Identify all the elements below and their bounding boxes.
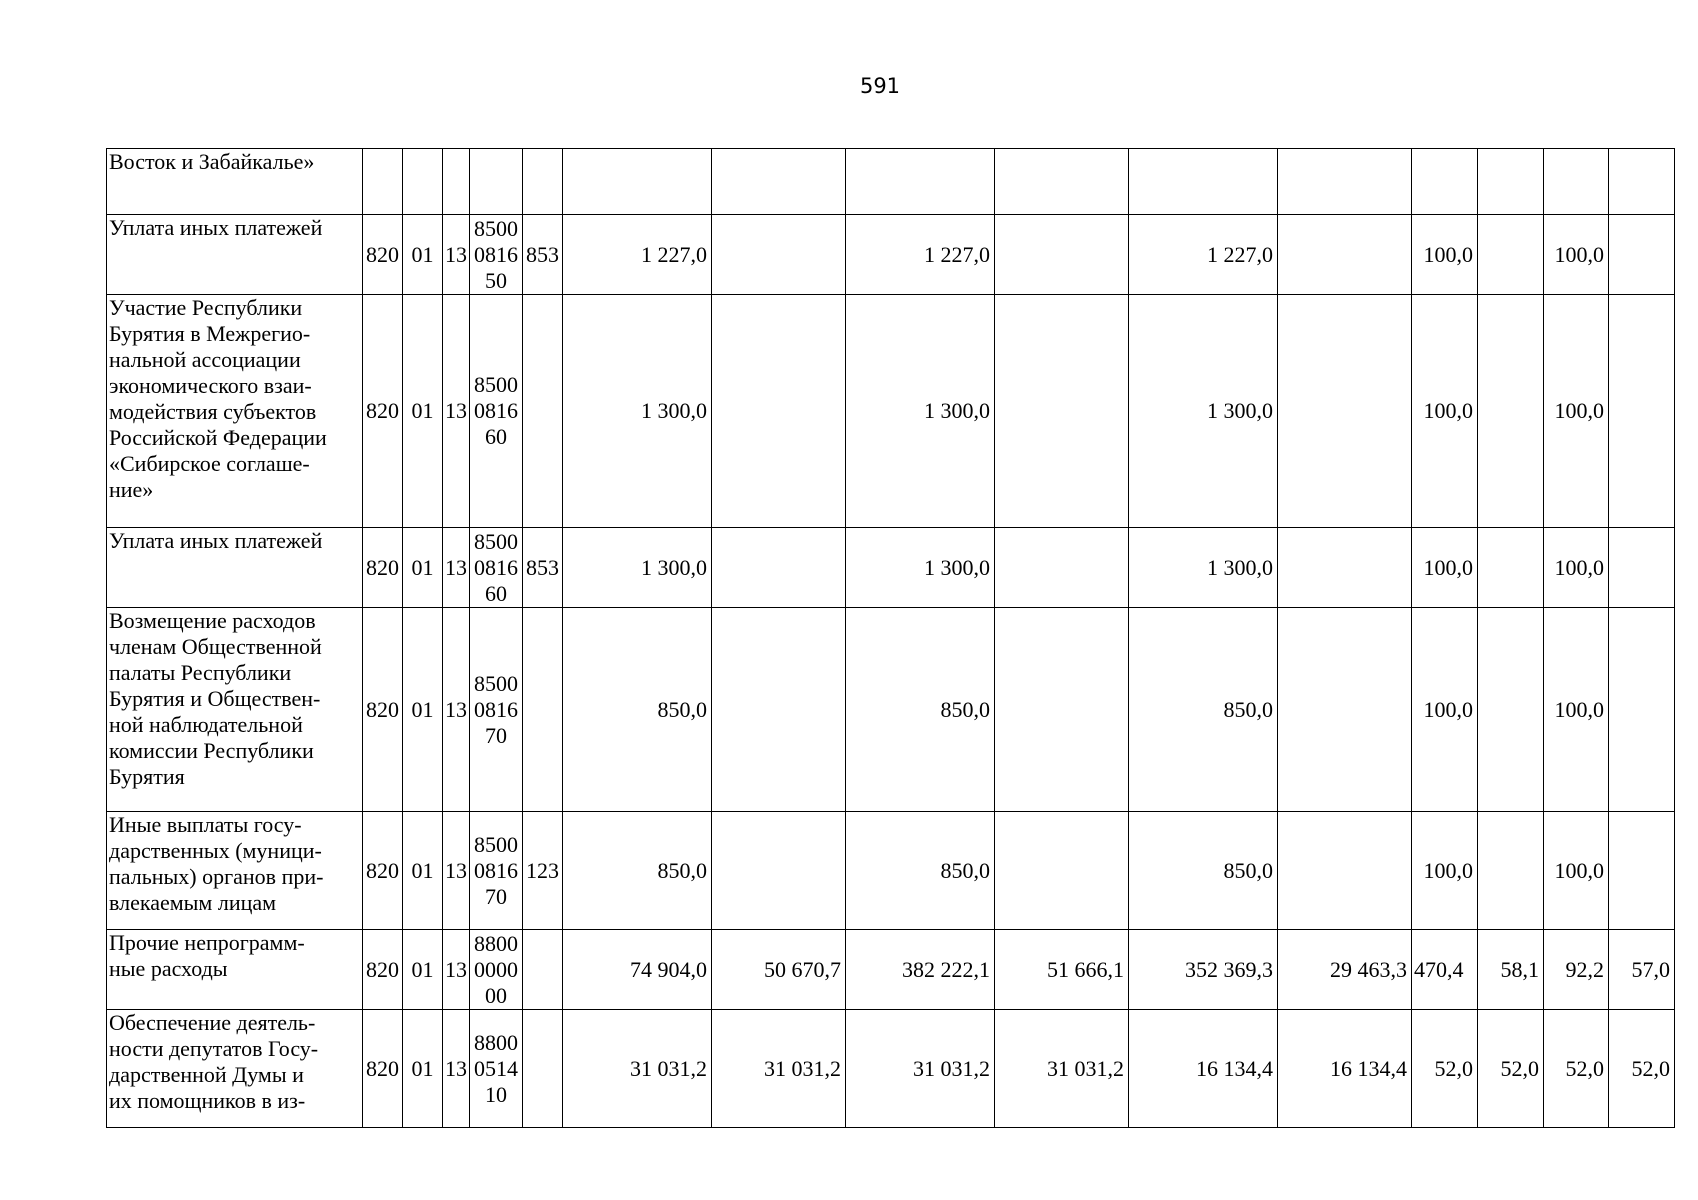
value-5-value: 1 300,0 <box>1207 398 1273 423</box>
row-name-cell <box>107 149 363 215</box>
value-cell-4 <box>995 1010 1129 1128</box>
percent-cell-3 <box>1544 608 1609 812</box>
value-cell-1 <box>563 528 712 608</box>
percent-cell-1 <box>1412 215 1478 295</box>
row-name-cell <box>107 812 363 930</box>
value-cell-3 <box>846 812 995 930</box>
percent-2-value: 52,0 <box>1500 1055 1539 1081</box>
row-name: Уплата иных платежей <box>109 215 323 240</box>
percent-cell-2 <box>1478 215 1544 295</box>
target-article-cell <box>470 930 523 1010</box>
table-row <box>107 930 1675 1010</box>
section-cell <box>403 1010 443 1128</box>
target-article-cell <box>470 528 523 608</box>
percent-1-value: 52,0 <box>1434 1055 1473 1081</box>
subsection-value: 13 <box>445 956 467 982</box>
ved-cell <box>363 1010 403 1128</box>
value-3-value: 850,0 <box>940 696 990 722</box>
value-cell-2 <box>712 812 846 930</box>
ved-value: 820 <box>366 1055 399 1081</box>
percent-2-value: 58,1 <box>1500 956 1539 982</box>
value-cell-5 <box>1129 149 1278 215</box>
subsection-cell <box>443 215 470 295</box>
expense-type-value: 123 <box>526 857 559 883</box>
value-cell-1 <box>563 608 712 812</box>
value-cell-2 <box>712 149 846 215</box>
value-cell-6 <box>1278 149 1412 215</box>
expense-type-cell <box>523 812 563 930</box>
percent-cell-3 <box>1544 528 1609 608</box>
percent-4-value: 52,0 <box>1631 1055 1670 1081</box>
expense-type-cell <box>523 215 563 295</box>
table-row <box>107 149 1675 215</box>
ved-cell <box>363 215 403 295</box>
section-value: 01 <box>411 696 434 722</box>
value-cell-5 <box>1129 812 1278 930</box>
value-cell-1 <box>563 295 712 528</box>
target-article-value: 8800 0514 10 <box>474 1029 518 1107</box>
value-cell-1 <box>563 1010 712 1128</box>
value-1-value: 850,0 <box>657 696 707 722</box>
percent-cell-4 <box>1609 215 1675 295</box>
section-value: 01 <box>411 1055 434 1081</box>
subsection-value: 13 <box>445 1055 467 1081</box>
value-4-value: 51 666,1 <box>1047 956 1124 982</box>
page-number: 591 <box>859 74 901 98</box>
value-cell-5 <box>1129 295 1278 528</box>
value-cell-5 <box>1129 608 1278 812</box>
ved-cell <box>363 295 403 528</box>
section-cell <box>403 295 443 528</box>
percent-1-value: 100,0 <box>1423 696 1473 722</box>
section-cell <box>403 528 443 608</box>
target-article-value: 8500 0816 70 <box>474 670 518 748</box>
target-article-cell <box>470 149 523 215</box>
value-cell-4 <box>995 930 1129 1010</box>
value-5-value: 1 300,0 <box>1207 554 1273 580</box>
row-name: Обеспечение деятель- ности депутатов Госу- дарственной Думы и их помощников в из- <box>109 1010 319 1113</box>
value-5-value: 352 369,3 <box>1185 956 1273 982</box>
value-cell-2 <box>712 295 846 528</box>
value-cell-3 <box>846 215 995 295</box>
row-name: Иные выплаты госу- дарственных (муници- пальных) органов при- влекаемым лицам <box>109 812 324 915</box>
value-5-value: 1 227,0 <box>1207 241 1273 267</box>
expense-type-cell <box>523 149 563 215</box>
target-article-cell <box>470 215 523 295</box>
table-row <box>107 1010 1675 1128</box>
table-row <box>107 812 1675 930</box>
percent-cell-1 <box>1412 149 1478 215</box>
percent-cell-1 <box>1412 295 1478 528</box>
value-1-value: 74 904,0 <box>630 956 707 982</box>
value-cell-3 <box>846 295 995 528</box>
ved-cell <box>363 930 403 1010</box>
percent-cell-2 <box>1478 930 1544 1010</box>
percent-cell-1 <box>1412 1010 1478 1128</box>
percent-1-value: 100,0 <box>1423 241 1473 267</box>
subsection-cell <box>443 295 470 528</box>
value-6-value: 16 134,4 <box>1330 1055 1407 1081</box>
target-article-value: 8500 0816 70 <box>474 831 518 909</box>
value-cell-5 <box>1129 528 1278 608</box>
percent-cell-3 <box>1544 1010 1609 1128</box>
expense-type-cell <box>523 528 563 608</box>
percent-cell-2 <box>1478 1010 1544 1128</box>
subsection-cell <box>443 812 470 930</box>
value-3-value: 31 031,2 <box>913 1055 990 1081</box>
value-cell-6 <box>1278 215 1412 295</box>
value-cell-3 <box>846 149 995 215</box>
percent-cell-4 <box>1609 149 1675 215</box>
value-3-value: 1 300,0 <box>924 398 990 423</box>
percent-cell-2 <box>1478 149 1544 215</box>
value-3-value: 382 222,1 <box>902 956 990 982</box>
value-cell-4 <box>995 528 1129 608</box>
row-name: Прочие непрограмм- ные расходы <box>109 930 305 981</box>
table-body <box>107 149 1675 1128</box>
value-1-value: 850,0 <box>657 857 707 883</box>
section-cell <box>403 812 443 930</box>
percent-cell-3 <box>1544 812 1609 930</box>
percent-3-value: 92,2 <box>1565 956 1604 982</box>
row-name: Участие Республики Бурятия в Межрегио- нальной ассоциации экономического взаи- модействия субъектов Российской Федерации «Сибирское соглаше- ние» <box>109 295 327 502</box>
percent-3-value: 100,0 <box>1554 398 1604 423</box>
percent-3-value: 100,0 <box>1554 857 1604 883</box>
value-1-value: 1 300,0 <box>641 398 707 423</box>
section-cell <box>403 149 443 215</box>
subsection-value: 13 <box>445 696 467 722</box>
target-article-value: 8500 0816 50 <box>474 215 518 293</box>
value-cell-1 <box>563 812 712 930</box>
value-cell-4 <box>995 812 1129 930</box>
expense-type-cell <box>523 930 563 1010</box>
target-article-value: 8500 0816 60 <box>474 372 518 449</box>
ved-cell <box>363 528 403 608</box>
subsection-cell <box>443 1010 470 1128</box>
subsection-cell <box>443 528 470 608</box>
value-3-value: 850,0 <box>940 857 990 883</box>
section-value: 01 <box>411 241 434 267</box>
value-cell-5 <box>1129 1010 1278 1128</box>
value-cell-3 <box>846 1010 995 1128</box>
value-cell-4 <box>995 215 1129 295</box>
table-row <box>107 528 1675 608</box>
ved-value: 820 <box>366 398 399 423</box>
value-cell-3 <box>846 528 995 608</box>
value-cell-4 <box>995 295 1129 528</box>
row-name-cell <box>107 215 363 295</box>
value-cell-6 <box>1278 1010 1412 1128</box>
expense-type-cell <box>523 1010 563 1128</box>
ved-cell <box>363 149 403 215</box>
section-value: 01 <box>411 554 434 580</box>
row-name-cell <box>107 295 363 528</box>
target-article-cell <box>470 1010 523 1128</box>
target-article-value: 8500 0816 60 <box>474 528 518 606</box>
section-cell <box>403 215 443 295</box>
subsection-value: 13 <box>445 857 467 883</box>
percent-cell-1 <box>1412 608 1478 812</box>
table-row <box>107 608 1675 812</box>
value-cell-1 <box>563 930 712 1010</box>
value-1-value: 1 300,0 <box>641 554 707 580</box>
value-cell-2 <box>712 215 846 295</box>
ved-value: 820 <box>366 956 399 982</box>
value-3-value: 1 300,0 <box>924 554 990 580</box>
value-cell-6 <box>1278 812 1412 930</box>
percent-cell-4 <box>1609 528 1675 608</box>
value-3-value: 1 227,0 <box>924 241 990 267</box>
subsection-value: 13 <box>445 241 467 267</box>
table-row <box>107 215 1675 295</box>
ved-value: 820 <box>366 857 399 883</box>
expense-type-value: 853 <box>526 241 559 267</box>
row-name: Восток и Забайкалье» <box>109 149 315 174</box>
row-name: Возмещение расходов членам Общественной палаты Республики Бурятия и Обществен- ной наблюдательной комиссии Республики Бурятия <box>109 608 322 789</box>
expense-type-value: 853 <box>526 554 559 580</box>
value-cell-2 <box>712 528 846 608</box>
value-cell-2 <box>712 1010 846 1128</box>
percent-4-value: 57,0 <box>1631 956 1670 982</box>
value-1-value: 1 227,0 <box>641 241 707 267</box>
table-row <box>107 295 1675 528</box>
section-value: 01 <box>411 857 434 883</box>
expense-type-cell <box>523 608 563 812</box>
value-cell-2 <box>712 930 846 1010</box>
ved-cell <box>363 812 403 930</box>
percent-cell-1 <box>1412 930 1478 1010</box>
percent-cell-2 <box>1478 608 1544 812</box>
percent-3-value: 52,0 <box>1565 1055 1604 1081</box>
value-cell-1 <box>563 149 712 215</box>
target-article-cell <box>470 608 523 812</box>
percent-cell-3 <box>1544 215 1609 295</box>
row-name: Уплата иных платежей <box>109 528 323 553</box>
percent-1-value: 100,0 <box>1423 857 1473 883</box>
value-cell-6 <box>1278 608 1412 812</box>
section-cell <box>403 930 443 1010</box>
percent-3-value: 100,0 <box>1554 241 1604 267</box>
value-1-value: 31 031,2 <box>630 1055 707 1081</box>
value-cell-1 <box>563 215 712 295</box>
section-value: 01 <box>411 398 434 423</box>
value-cell-3 <box>846 930 995 1010</box>
percent-cell-1 <box>1412 812 1478 930</box>
value-cell-6 <box>1278 295 1412 528</box>
value-2-value: 31 031,2 <box>764 1055 841 1081</box>
value-cell-3 <box>846 608 995 812</box>
percent-1-value: 100,0 <box>1423 398 1473 423</box>
value-2-value: 50 670,7 <box>764 956 841 982</box>
value-5-value: 850,0 <box>1223 696 1273 722</box>
percent-3-value: 100,0 <box>1554 696 1604 722</box>
ved-value: 820 <box>366 241 399 267</box>
ved-value: 820 <box>366 554 399 580</box>
percent-cell-3 <box>1544 295 1609 528</box>
percent-cell-2 <box>1478 812 1544 930</box>
subsection-cell <box>443 930 470 1010</box>
value-4-value: 31 031,2 <box>1047 1055 1124 1081</box>
target-article-value: 8800 0000 00 <box>474 930 518 1008</box>
value-5-value: 16 134,4 <box>1196 1055 1273 1081</box>
value-5-value: 850,0 <box>1223 857 1273 883</box>
percent-cell-2 <box>1478 528 1544 608</box>
percent-cell-4 <box>1609 1010 1675 1128</box>
target-article-cell <box>470 295 523 528</box>
percent-cell-3 <box>1544 149 1609 215</box>
subsection-cell <box>443 149 470 215</box>
percent-cell-3 <box>1544 930 1609 1010</box>
subsection-cell <box>443 608 470 812</box>
value-cell-5 <box>1129 930 1278 1010</box>
percent-3-value: 100,0 <box>1554 554 1604 580</box>
expense-type-cell <box>523 295 563 528</box>
row-name-cell <box>107 528 363 608</box>
value-cell-2 <box>712 608 846 812</box>
row-name-cell <box>107 608 363 812</box>
value-cell-4 <box>995 608 1129 812</box>
ved-cell <box>363 608 403 812</box>
value-cell-6 <box>1278 930 1412 1010</box>
value-cell-6 <box>1278 528 1412 608</box>
budget-table <box>106 148 1675 1128</box>
subsection-value: 13 <box>445 398 467 423</box>
percent-cell-4 <box>1609 608 1675 812</box>
value-cell-5 <box>1129 215 1278 295</box>
value-6-value: 29 463,3 <box>1330 956 1407 982</box>
percent-1-value: 470,4 <box>1414 956 1464 982</box>
ved-value: 820 <box>366 696 399 722</box>
row-name-cell <box>107 930 363 1010</box>
percent-cell-4 <box>1609 295 1675 528</box>
percent-cell-1 <box>1412 528 1478 608</box>
subsection-value: 13 <box>445 554 467 580</box>
percent-1-value: 100,0 <box>1423 554 1473 580</box>
value-cell-4 <box>995 149 1129 215</box>
percent-cell-4 <box>1609 930 1675 1010</box>
percent-cell-2 <box>1478 295 1544 528</box>
target-article-cell <box>470 812 523 930</box>
section-value: 01 <box>411 956 434 982</box>
section-cell <box>403 608 443 812</box>
percent-cell-4 <box>1609 812 1675 930</box>
row-name-cell <box>107 1010 363 1128</box>
